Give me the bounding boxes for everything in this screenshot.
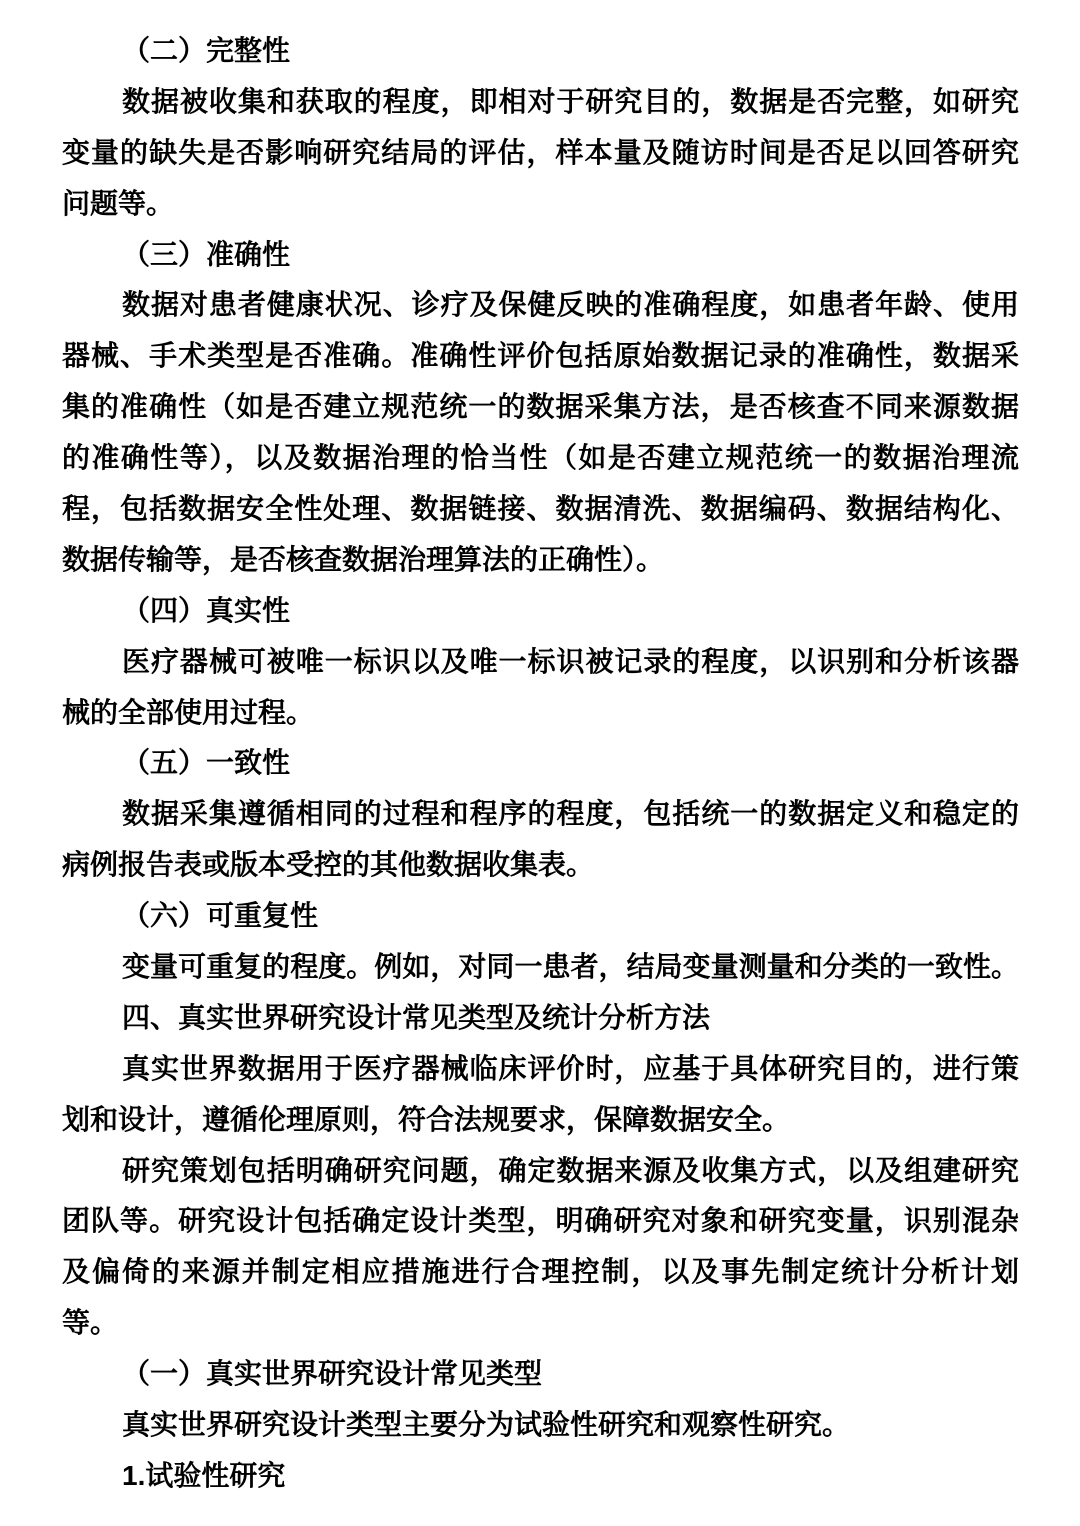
text-line: 数据采集遵循相同的过程和程序的程度，包括统一的数据定义和稳定的 [122, 798, 1019, 830]
text-line: 研究策划包括明确研究问题，确定数据来源及收集方式，以及组建研究 [122, 1154, 1019, 1186]
text-line: 数据对患者健康状况、诊疗及保健反映的准确程度，如患者年龄、使用 [122, 289, 1019, 321]
text-line: 团队等。研究设计包括确定设计类型，明确研究对象和研究变量，识别混杂 [62, 1205, 1019, 1237]
text-line-heading: （三）准确性 [122, 238, 291, 270]
text-line: 划和设计，遵循伦理原则，符合法规要求，保障数据安全。 [62, 1103, 791, 1135]
text-line: 变量的缺失是否影响研究结局的评估，样本量及随访时间是否足以回答研究 [62, 136, 1019, 168]
text-line-heading: 1.试验性研究 [122, 1459, 286, 1491]
text-line: 集的准确性（如是否建立规范统一的数据采集方法，是否核查不同来源数据 [62, 391, 1019, 423]
text-line: 程，包括数据安全性处理、数据链接、数据清洗、数据编码、数据结构化、 [62, 493, 1019, 525]
text-line: 真实世界数据用于医疗器械临床评价时，应基于具体研究目的，进行策 [122, 1052, 1019, 1084]
text-line: 变量可重复的程度。例如，对同一患者，结局变量测量和分类的一致性。 [122, 951, 1019, 983]
text-line: 数据传输等，是否核查数据治理算法的正确性）。 [62, 543, 665, 575]
text-line-heading: 四、真实世界研究设计常见类型及统计分析方法 [122, 1001, 711, 1033]
text-line-heading: （一）真实世界研究设计常见类型 [122, 1358, 543, 1390]
text-line-heading: （二）完整性 [122, 35, 291, 66]
text-line: 器械、手术类型是否准确。准确性评价包括原始数据记录的准确性，数据采 [62, 340, 1019, 372]
text-line: 等。 [62, 1307, 119, 1339]
text-line: 病例报告表或版本受控的其他数据收集表。 [62, 849, 595, 881]
text-line: 的准确性等），以及数据治理的恰当性（如是否建立规范统一的数据治理流 [62, 442, 1019, 474]
document-text-block [62, 26, 1019, 1502]
text-line-heading: （四）真实性 [122, 594, 291, 626]
text-line-heading: （五）一致性 [122, 747, 291, 779]
text-line: 械的全部使用过程。 [62, 696, 315, 728]
text-line: 医疗器械可被唯一标识以及唯一标识被记录的程度，以识别和分析该器 [122, 645, 1019, 677]
text-line: 问题等。 [62, 187, 175, 219]
text-line-heading: （六）可重复性 [122, 900, 319, 932]
text-line: 真实世界研究设计类型主要分为试验性研究和观察性研究。 [122, 1409, 851, 1441]
text-line: 数据被收集和获取的程度，即相对于研究目的，数据是否完整，如研究 [122, 85, 1019, 117]
text-line: 及偏倚的来源并制定相应措施进行合理控制，以及事先制定统计分析计划 [62, 1256, 1019, 1288]
